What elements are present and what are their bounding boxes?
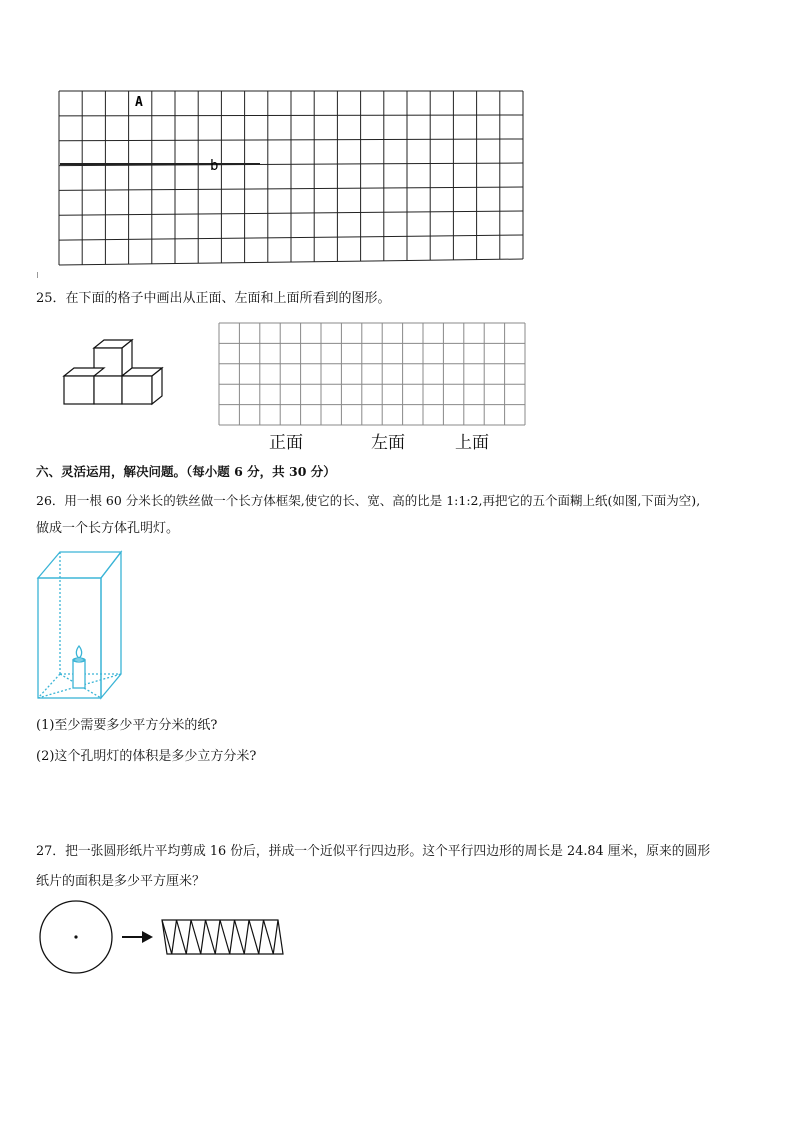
caption-front: 正面 (269, 433, 303, 453)
stray-mark (37, 272, 38, 278)
q25-answer-grid (218, 322, 526, 426)
section6-title: 六、灵活运用，解决问题。（每小题 6 分，共 30 分） (36, 464, 336, 479)
q26-line2: 做成一个长方体孔明灯。 (36, 521, 180, 536)
q26-sub1: (1)至少需要多少平方分米的纸? (36, 718, 218, 733)
caption-top: 上面 (455, 433, 489, 453)
q27-line1: 27．把一张圆形纸片平均剪成 16 份后，拼成一个近似平行四边形。这个平行四边形的周长是 24.84 厘米，原来的圆形 (36, 844, 711, 859)
caption-left: 左面 (371, 433, 405, 453)
q25-cube-figure (62, 338, 172, 408)
circle-to-parallelogram-figure (38, 900, 288, 975)
grid-label-A: A (135, 95, 143, 110)
q26-line1: 26．用一根 60 分米长的铁丝做一个长方体框架,使它的长、宽、高的比是 1:1:2,再把它的五个面糊上纸(如图,下面为空), (36, 493, 701, 508)
sector-zigzag (162, 920, 278, 954)
q27-line2: 纸片的面积是多少平方厘米？ (36, 874, 206, 889)
top-grid (55, 87, 535, 272)
lantern-figure (36, 550, 136, 700)
q25-text: 25．在下面的格子中画出从正面、左面和上面所看到的图形。 (36, 291, 391, 306)
q26-sub2: (2)这个孔明灯的体积是多少立方分米? (36, 749, 257, 764)
grid-label-b: b (210, 158, 219, 174)
